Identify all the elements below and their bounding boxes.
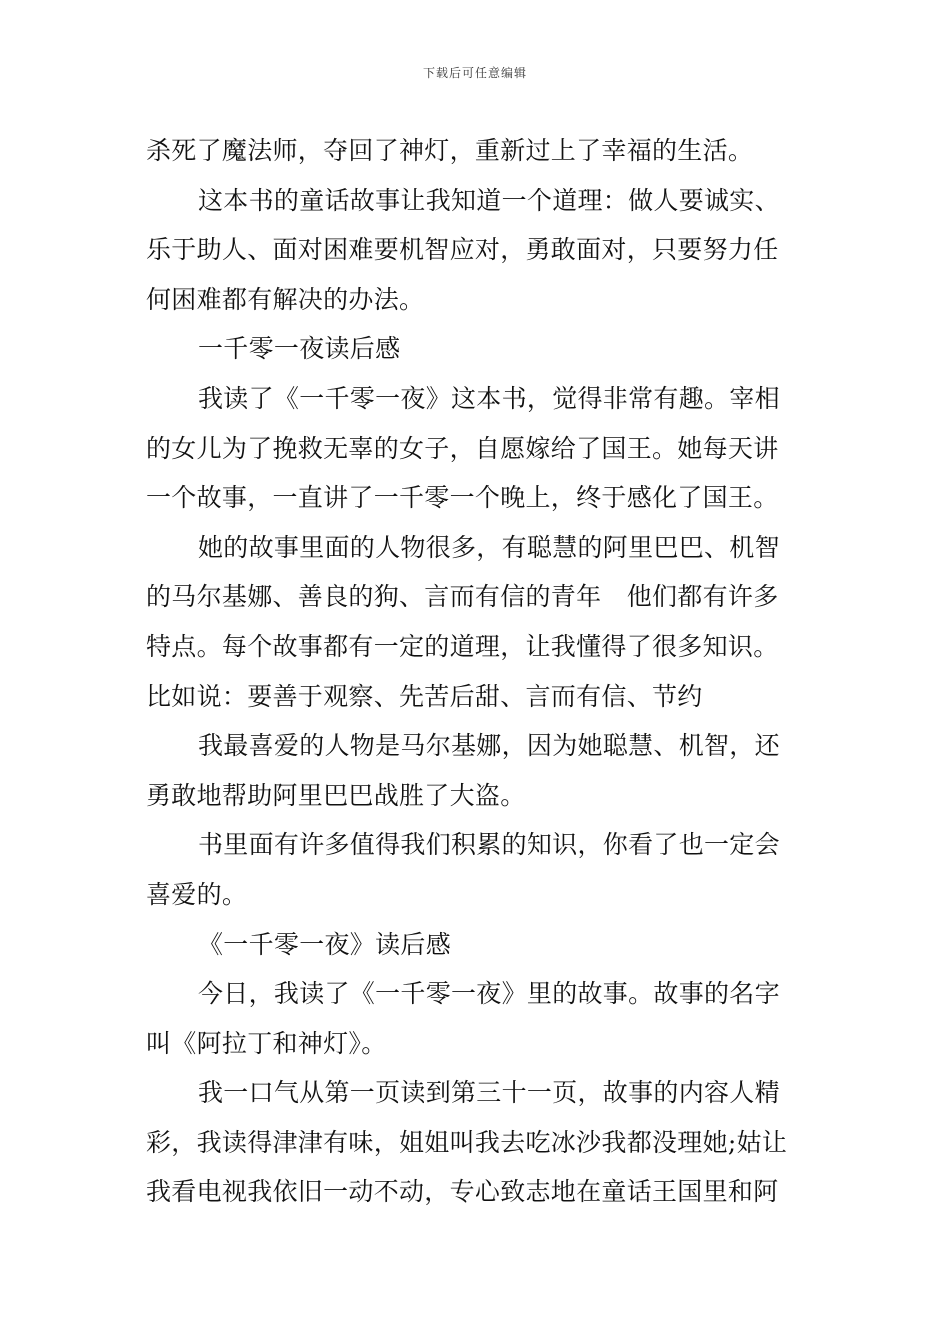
text-line: 比如说：要善于观察、先苦后甜、言而有信、节约 <box>146 681 703 711</box>
document-body <box>146 126 810 1217</box>
text-line: 她的故事里面的人物很多，有聪慧的阿里巴巴、机智 <box>198 532 780 562</box>
text-line: 乐于助人、面对困难要机智应对，勇敢面对，只要努力任 <box>146 235 779 265</box>
text-line: 杀死了魔法师，夺回了神灯，重新过上了幸福的生活。 <box>146 136 754 165</box>
text-line: 我看电视我依旧一动不动，专心致志地在童话王国里和阿 <box>146 1177 779 1207</box>
text-line: 何困难都有解决的办法。 <box>146 284 425 314</box>
text-line: 喜爱的。 <box>146 879 248 909</box>
text-line: 我一口气从第一页读到第三十一页，故事的内容人精 <box>198 1078 780 1108</box>
text-line: 勇敢地帮助阿里巴巴战胜了大盗。 <box>146 780 526 810</box>
section-heading: 一千零一夜读后感 <box>198 334 401 364</box>
text-line: 我最喜爱的人物是马尔基娜，因为她聪慧、机智，还 <box>198 731 780 761</box>
text-line: 这本书的童话故事让我知道一个道理：做人要诚实、 <box>198 185 780 215</box>
page-header: 下载后可任意编辑 <box>422 66 527 80</box>
text-line: 的女儿为了挽救无辜的女子，自愿嫁给了国王。她每天讲 <box>146 433 779 463</box>
text-line: 的马尔基娜、善良的狗、言而有信的青年 他们都有许多 <box>146 582 779 612</box>
text-line: 彩，我读得津津有味，姐姐叫我去吃冰沙我都没理她;姑让 <box>146 1127 788 1157</box>
text-line: 今日，我读了《一千零一夜》里的故事。故事的名字 <box>198 979 780 1009</box>
text-line: 书里面有许多值得我们积累的知识，你看了也一定会 <box>198 830 780 860</box>
text-line: 特点。每个故事都有一定的道理，让我懂得了很多知识。 <box>146 631 779 661</box>
text-line: 一个故事，一直讲了一千零一个晚上，终于感化了国王。 <box>146 483 779 513</box>
text-line: 叫《阿拉丁和神灯》。 <box>146 1028 387 1058</box>
section-heading: 《一千零一夜》读后感 <box>198 929 452 959</box>
text-line: 我读了《一千零一夜》这本书，觉得非常有趣。宰相 <box>198 383 780 413</box>
